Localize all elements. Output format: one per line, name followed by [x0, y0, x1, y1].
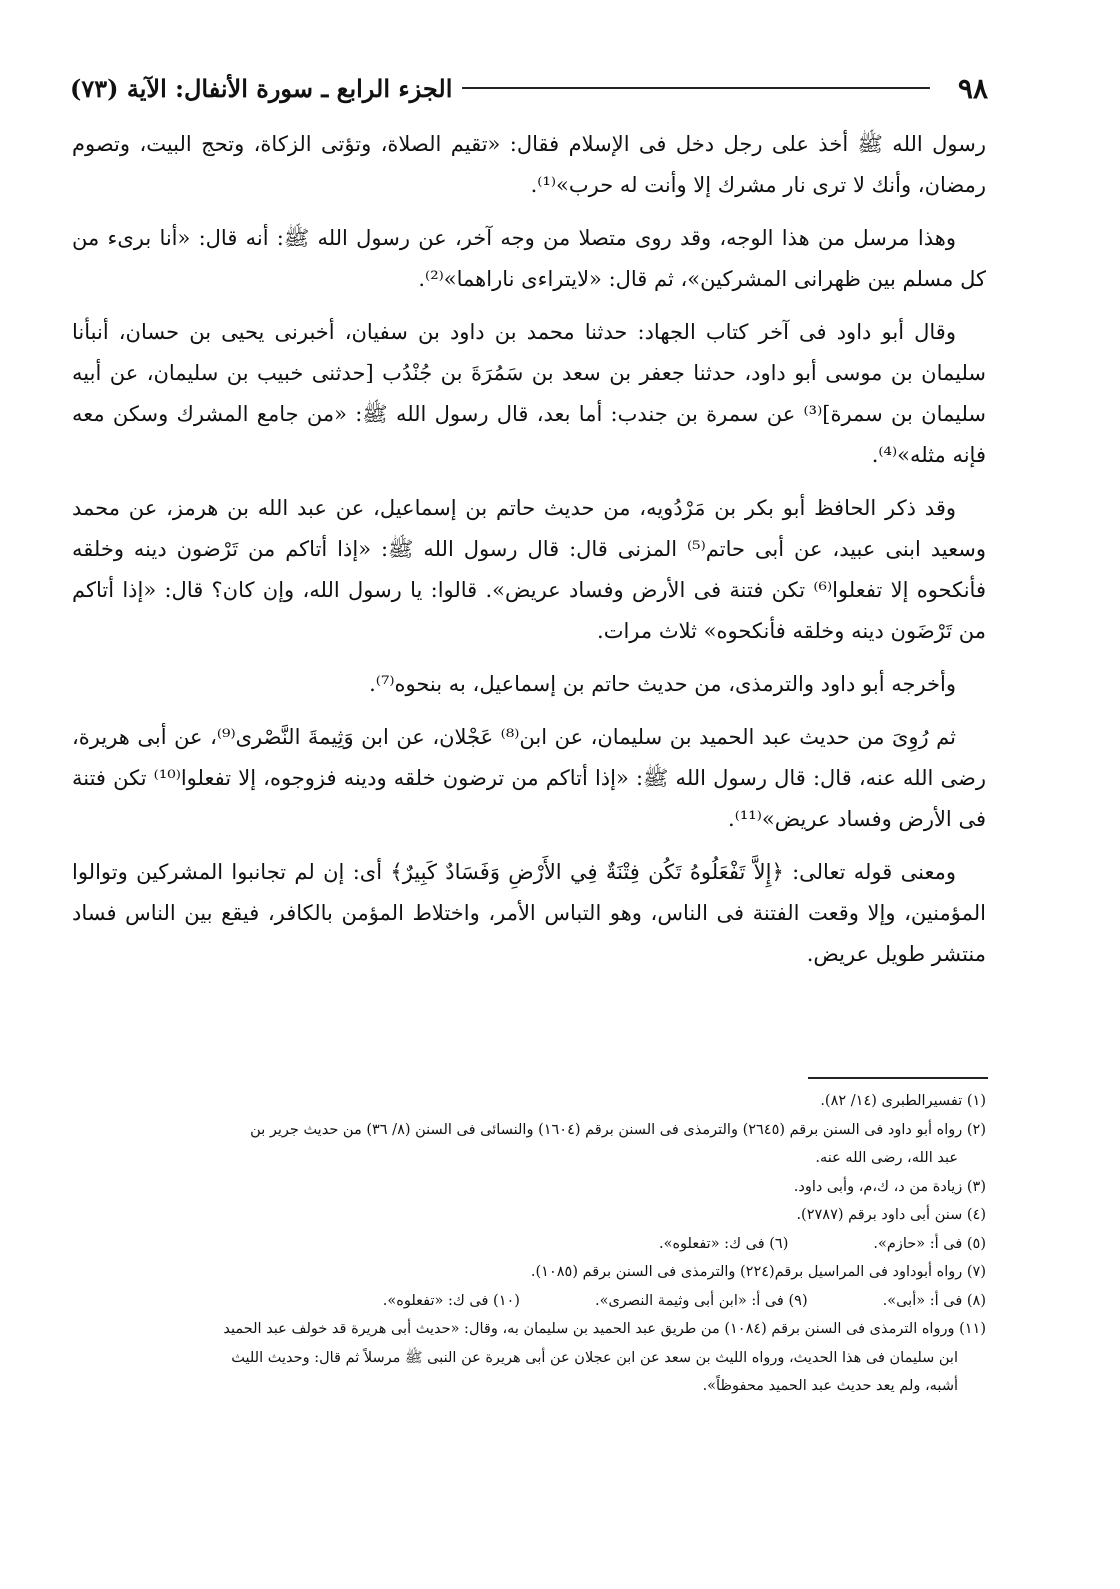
footnote-11-continued: ابن سليمان فى هذا الحديث، ورواه الليث بن سعد عن ابن عجلان عن أبى هريرة عن النبى ﷺ مرسلاً ثم قال: وحديث الليث	[231, 1349, 958, 1366]
paragraph-1: رسول الله ﷺ أخذ على رجل دخل فى الإسلام فقال: «تقيم الصلاة، وتؤتى الزكاة، وتحج البيت، وتصوم رمضان، وأنك لا ترى نار مشرك إلا وأنت له حرب»⁽¹⁾.	[72, 132, 986, 197]
paragraph-7: ومعنى قوله تعالى: ﴿إِلاَّ تَفْعَلُوهُ تَكُن فِتْنَةٌ فِي الأَرْضِ وَفَسَادٌ كَبِيرٌ﴾ أى: إن لم تجانبوا المشركين وتوالوا المؤمنين، وإلا وقعت الفتنة فى الناس، وهو التباس الأمر، واختلاط المؤمن بالكافر، فيقع بين الناس فساد منتشر طويل عريض.	[72, 860, 986, 966]
footnote-1: (١) تفسيرالطبرى (١٤/ ٨٢).	[820, 1093, 986, 1109]
footnote-2-continued: عبد الله، رضى الله عنه.	[815, 1150, 958, 1166]
paragraph-2: وهذا مرسل من هذا الوجه، وقد روى متصلا من وجه آخر، عن رسول الله ﷺ: أنه قال: «أنا برىء من كل مسلم بين ظهرانى المشركين»، ثم قال: «لايتراءى ناراهما»⁽²⁾.	[72, 226, 986, 291]
footnotes	[72, 1090, 986, 1404]
running-title: الجزء الرابع ـ سورة الأنفال: الآية (٧٣)	[70, 73, 453, 103]
footnote-3: (٣) زيادة من د، ك،م، وأبى داود.	[793, 1178, 986, 1195]
paragraph-5: وأخرجه أبو داود والترمذى، من حديث حاتم بن إسماعيل، به بنحوه⁽⁷⁾.	[369, 672, 956, 696]
footnote-gap	[520, 1290, 595, 1314]
footnote-row-8-10	[72, 1290, 986, 1314]
footnote-6: (٦) فى ك: «تفعلوه».	[658, 1235, 789, 1252]
header-rule	[462, 87, 930, 89]
footnote-8: (٨) فى أ: «أبى».	[882, 1292, 986, 1309]
footnote-9: (٩) فى أ: «ابن أبى وثيمة النصرى».	[594, 1292, 808, 1309]
paragraph-4: وقد ذكر الحافظ أبو بكر بن مَرْدُويه، من حديث حاتم بن إسماعيل، عن عبد الله بن هرمز، عن محمد وسعيد ابنى عبيد، عن أبى حاتم⁽⁵⁾ المزنى قال: قال رسول الله ﷺ: «إذا أتاكم من تَرْضون دينه وخلقه فأنكحوه إلا تفعلوا⁽⁶⁾ تكن فتنة فى الأرض وفساد عريض». قالوا: يا رسول الله، وإن كان؟ قال: «إذا أتاكم من تَرْضَون دينه وخلقه فأنكحوه» ثلاث مرات.	[72, 496, 987, 643]
footnote-7: (٧) رواه أبوداود فى المراسيل برقم(٢٢٤) والترمذى فى السنن برقم (١٠٨٥).	[530, 1264, 986, 1280]
paragraph-3: وقال أبو داود فى آخر كتاب الجهاد: حدثنا محمد بن داود بن سفيان، أخبرنى يحيى بن حسان، أنبأنا سليمان بن موسى أبو داود، حدثنا جعفر بن سعد بن سَمُرَةَ بن جُنْدُب [حدثنى خبيب بن سليمان، عن أبيه سليمان بن سمرة]⁽³⁾ عن سمرة بن جندب: أما بعد، قال رسول الله ﷺ: «من جامع المشرك وسكن معه فإنه مثله»⁽⁴⁾.	[72, 320, 986, 467]
footnote-4: (٤) سنن أبى داود برقم (٢٧٨٧).	[796, 1207, 986, 1223]
footnote-2: (٢) رواه أبو داود فى السنن برقم (٢٦٤٥) والترمذى فى السنن برقم (١٦٠٤) والنسائى فى السنن (٨/ ٣٦) من حديث جرير بن	[250, 1121, 986, 1138]
footnote-gap	[788, 1233, 873, 1257]
footnote-row-5-6	[72, 1233, 986, 1257]
footnote-separator	[808, 1077, 988, 1079]
main-text	[72, 124, 986, 987]
footnote-gap	[808, 1290, 883, 1314]
page-number: ٩٨	[957, 71, 988, 105]
paragraph-6: ثم رُوِىَ من حديث عبد الحميد بن سليمان، عن ابن⁽⁸⁾ عَجْلان، عن ابن وَثِيمةَ النَّصْرى⁽⁹⁾، عن أبى هريرة، رضى الله عنه، قال: قال رسول الله ﷺ: «إذا أتاكم من ترضون خلقه ودينه فزوجوه، إلا تفعلوا⁽¹⁰⁾ تكن فتنة فى الأرض وفساد عريض»⁽¹¹⁾.	[72, 725, 986, 831]
footnote-11-continued-2: أشبه، ولم يعد حديث عبد الحميد محفوظاً».	[702, 1378, 958, 1394]
page-header	[70, 68, 988, 108]
footnote-11: (١١) ورواه الترمذى فى السنن برقم (١٠٨٤) من طريق عبد الحميد بن سليمان به، وقال: «حديث أبى هريرة قد خولف عبد الحميد	[223, 1321, 986, 1337]
footnote-5: (٥) فى أ: «حازم».	[873, 1235, 986, 1252]
footnote-10: (١٠) فى ك: «تفعلوه».	[382, 1292, 520, 1309]
